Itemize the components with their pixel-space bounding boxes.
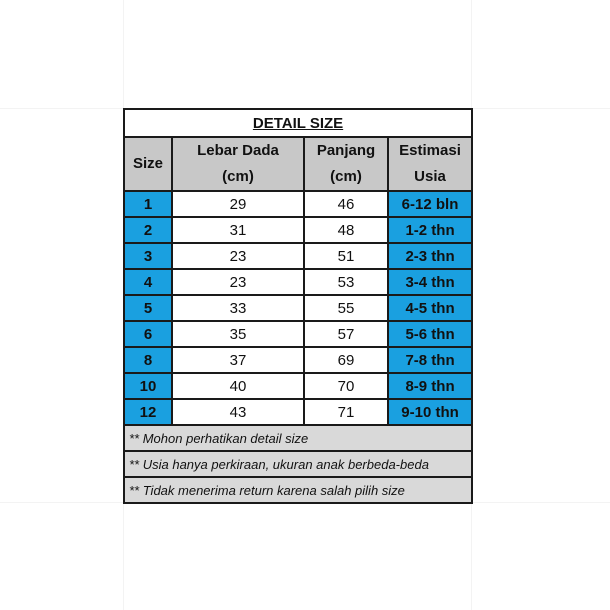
chest-cell: 35 (172, 321, 304, 347)
length-cell: 71 (304, 399, 388, 425)
chest-cell: 23 (172, 269, 304, 295)
age-cell: 5-6 thn (388, 321, 472, 347)
table-row (124, 191, 472, 217)
note-age-estimate: ** Usia hanya perkiraan, ukuran anak berbeda-beda (124, 451, 472, 477)
note-row (124, 451, 472, 477)
note-no-return: ** Tidak menerima return karena salah pilih size (124, 477, 472, 503)
length-cell: 48 (304, 217, 388, 243)
age-cell: 6-12 bln (388, 191, 472, 217)
header-age-estimate (388, 137, 472, 191)
size-chart-table (123, 108, 473, 504)
size-cell: 10 (124, 373, 172, 399)
age-cell: 2-3 thn (388, 243, 472, 269)
age-cell: 3-4 thn (388, 269, 472, 295)
size-cell: 8 (124, 347, 172, 373)
note-row (124, 477, 472, 503)
size-cell: 1 (124, 191, 172, 217)
table-row (124, 217, 472, 243)
header-length (304, 137, 388, 191)
length-cell: 69 (304, 347, 388, 373)
size-cell: 5 (124, 295, 172, 321)
chest-cell: 37 (172, 347, 304, 373)
chest-cell: 33 (172, 295, 304, 321)
table-row (124, 373, 472, 399)
header-chest-line1: Lebar Dada (197, 142, 279, 159)
chest-cell: 40 (172, 373, 304, 399)
age-cell: 8-9 thn (388, 373, 472, 399)
table-row (124, 399, 472, 425)
size-cell: 4 (124, 269, 172, 295)
size-cell: 2 (124, 217, 172, 243)
length-cell: 51 (304, 243, 388, 269)
header-chest-line2: (cm) (222, 168, 254, 185)
chest-cell: 43 (172, 399, 304, 425)
size-cell: 12 (124, 399, 172, 425)
table-row (124, 321, 472, 347)
table-header-row (124, 137, 472, 191)
size-cell: 3 (124, 243, 172, 269)
length-cell: 70 (304, 373, 388, 399)
header-chest-width (172, 137, 304, 191)
length-cell: 57 (304, 321, 388, 347)
length-cell: 53 (304, 269, 388, 295)
table-title-row (124, 109, 472, 137)
chest-cell: 23 (172, 243, 304, 269)
table-row (124, 347, 472, 373)
length-cell: 55 (304, 295, 388, 321)
header-length-line1: Panjang (316, 142, 376, 159)
table-row (124, 243, 472, 269)
size-cell: 6 (124, 321, 172, 347)
length-cell: 46 (304, 191, 388, 217)
header-length-line2: (cm) (330, 168, 362, 185)
note-detail-size: ** Mohon perhatikan detail size (124, 425, 472, 451)
table-title: DETAIL SIZE (124, 109, 472, 137)
age-cell: 7-8 thn (388, 347, 472, 373)
age-cell: 1-2 thn (388, 217, 472, 243)
table-row (124, 295, 472, 321)
header-age-line1: Estimasi (399, 142, 461, 159)
chest-cell: 31 (172, 217, 304, 243)
note-row (124, 425, 472, 451)
age-cell: 4-5 thn (388, 295, 472, 321)
chest-cell: 29 (172, 191, 304, 217)
header-size: Size (124, 137, 172, 191)
header-age-line2: Usia (414, 168, 446, 185)
age-cell: 9-10 thn (388, 399, 472, 425)
table-row (124, 269, 472, 295)
